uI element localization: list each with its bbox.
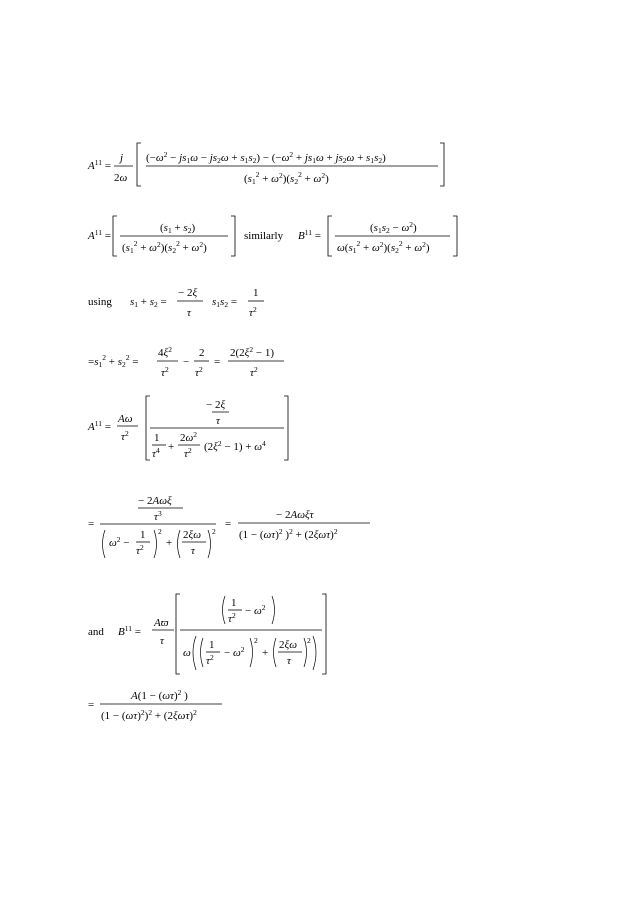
equation-6-svg	[88, 494, 378, 564]
svg-text:1: 1	[154, 432, 160, 444]
eq5-denominator	[152, 430, 266, 460]
svg-text:=: =	[88, 699, 95, 711]
eq5-lhs: $A^{11}$ =	[88, 419, 111, 433]
equation-4-svg	[88, 345, 308, 385]
equation-7-svg	[88, 592, 348, 678]
eq3-sum-den: τ	[187, 307, 191, 319]
equation-2-svg	[88, 214, 468, 260]
equation-8-svg	[88, 688, 288, 728]
svg-text:τ2: $\tau^2$	[228, 611, 236, 625]
svg-text:2: 2	[254, 636, 258, 645]
svg-text:− 2Aωξ: − 2Aωξ	[138, 495, 172, 507]
svg-text:ω: ω	[183, 647, 191, 659]
eq7-lhs: $B^{11}$ =	[118, 624, 141, 638]
eq1-denominator: $(s1^2 + \omega^2)(s2^2 + \omega^2)$	[244, 170, 329, 186]
svg-text:− 2ξ: − 2ξ	[206, 399, 226, 411]
equation-4	[88, 345, 308, 385]
svg-text:=: =	[225, 518, 232, 530]
svg-text:−: −	[183, 356, 190, 368]
eq1-coef-num: j	[120, 152, 124, 164]
eq2-connector: similarly	[244, 230, 284, 242]
eq7-coef-num: Aϖ	[154, 617, 169, 629]
svg-text:− ω2: − $\omega^2$	[224, 645, 245, 659]
eq4-t2-den: $\tau^2$	[195, 365, 203, 379]
eq4-t3-num: $2(2\xi^2 - 1)$	[230, 345, 275, 359]
eq3-product-den: $\tau^2$	[249, 305, 257, 319]
svg-text:τ3: $\tau^3$	[154, 509, 162, 523]
eq7-denominator	[183, 636, 316, 670]
eq6-denominator	[103, 527, 217, 558]
eq6-rhs-denominator: ($1 - (\omega\tau)^2$ )$^2 + (2\xi\omega\tau)^2$	[239, 527, 338, 541]
eq3-product-num: 1	[253, 287, 259, 299]
svg-text:τ2: $\tau^2$	[206, 653, 214, 667]
eq1-right-bracket	[440, 143, 444, 186]
svg-text:2ξω: 2ξω	[279, 639, 297, 651]
svg-text:(2ξ2 − 1) + ω4: $(2\xi^2 - 1) + \omega^4$	[204, 439, 266, 453]
eq1-numerator: $(-\omega^2 - js1\omega - js2\omega + s1s2) - (-\omega^2 + js1\omega + js2\omega + s1s2)$	[146, 150, 386, 165]
svg-text:τ: τ	[191, 545, 195, 557]
eq2-denominator: $(s1^2 + \omega^2)(s2^2 + \omega^2)$	[122, 239, 207, 255]
eq3-sum: s1 + s2 =	[130, 296, 167, 309]
equation-2	[88, 214, 468, 260]
eq4-t3-den: $\tau^2$	[250, 365, 258, 379]
eq2-numerator: (s1 + s2)	[160, 222, 196, 235]
svg-text:+: +	[166, 537, 173, 549]
svg-text:A11 =: $A^{11}$ =	[88, 158, 111, 172]
svg-text:=: =	[214, 356, 221, 368]
svg-text:τ: τ	[216, 415, 220, 427]
eq4-t1-den: $\tau^2$	[161, 365, 169, 379]
eq2-rhs-lhs: $B^{11}$ =	[298, 228, 321, 242]
equation-6	[88, 494, 378, 564]
svg-text:2: 2	[158, 527, 162, 536]
eq1-coef-den: 2ω	[114, 172, 128, 184]
eq6-numerator	[138, 495, 183, 523]
eq5-coef-num: Aω	[118, 413, 133, 425]
eq4-t2-num: 2	[199, 347, 205, 359]
equation-5	[88, 394, 308, 464]
svg-text:1: 1	[231, 597, 237, 609]
eq1-lhs	[87, 158, 111, 172]
eq1-left-bracket	[137, 143, 141, 186]
eq3-sum-num: − 2ξ	[178, 287, 198, 299]
equation-3-svg	[88, 284, 288, 324]
svg-text:τ2: $\tau^2$	[184, 446, 192, 460]
svg-text:τ: τ	[287, 655, 291, 667]
svg-text:ω2 −: $\omega^2$ −	[109, 535, 130, 549]
equation-1-svg	[88, 140, 468, 190]
eq2-rhs-denominator: $\omega(s1^2 + \omega^2)(s2^2 + \omega^2)$	[337, 239, 430, 255]
svg-text:1: 1	[209, 639, 215, 651]
svg-text:2ξω: 2ξω	[183, 529, 201, 541]
equation-8	[88, 688, 288, 728]
eq4-t1-num: $4\xi^2$	[158, 345, 172, 359]
eq3-label: using	[88, 296, 112, 308]
svg-text:1: 1	[140, 529, 146, 541]
svg-text:2ω2: $2\omega^2$	[180, 430, 198, 444]
svg-text:τ2: $\tau^2$	[136, 543, 144, 557]
eq5-coef-den: $\tau^2$	[121, 429, 129, 443]
eq7-numerator	[223, 596, 275, 625]
equation-3	[88, 284, 288, 324]
eq3-product: s1s2 =	[212, 296, 238, 309]
eq2-lhs: $A^{11}$ =	[88, 228, 111, 242]
svg-text:τ4: $\tau^4$	[152, 446, 160, 460]
svg-text:=: =	[88, 518, 95, 530]
eq7-label: and	[88, 626, 104, 638]
eq5-numerator	[206, 399, 229, 427]
eq8-numerator: $A(1 - (\omega\tau)^2$ )	[131, 688, 188, 702]
equation-5-svg	[88, 394, 308, 464]
eq6-rhs-numerator: − 2Aωξτ	[276, 509, 314, 521]
eq8-denominator: $(1 - (\omega\tau)^2)^2 + (2\xi\omega\tau)^2$	[101, 708, 197, 722]
eq2-rhs-numerator: $(s1s2 - \omega^2)$	[370, 220, 417, 235]
svg-text:+: +	[262, 647, 269, 659]
equation-1	[88, 140, 468, 190]
svg-text:− ω2: − $\omega^2$	[245, 603, 266, 617]
svg-text:2: 2	[212, 527, 216, 536]
eq7-coef-den: τ	[160, 635, 164, 647]
eq4-lhs: $=s1^2 + s2^2$ =	[88, 353, 139, 369]
svg-text:2: 2	[307, 636, 311, 645]
equation-7	[88, 592, 348, 678]
svg-text:+: +	[168, 441, 175, 453]
